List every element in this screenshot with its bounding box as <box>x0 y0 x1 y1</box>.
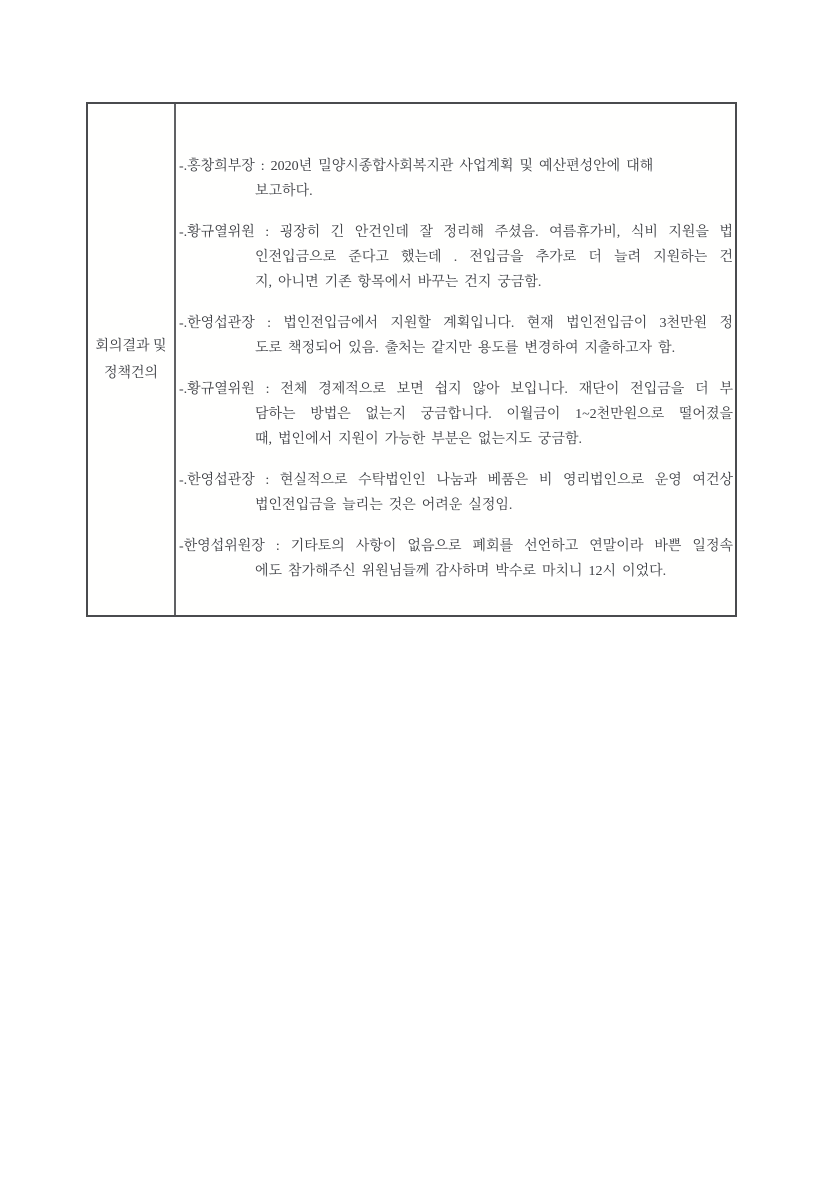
minute-line: -.황규열위원 : 전체 경제적으로 보면 쉽지 않아 보입니다. 재단이 전입금을 더 부 <box>179 382 733 397</box>
row-header-line-2: 정책건의 <box>103 365 159 381</box>
minute-paragraph <box>179 534 733 584</box>
minute-line: 법인전입금을 늘리는 것은 어려운 실정임. <box>255 498 513 513</box>
minute-line: 에도 참가해주신 위원님들께 감사하며 박수로 마치니 12시 이었다. <box>255 564 667 579</box>
minute-paragraph <box>179 377 733 452</box>
minute-line: 지, 아니면 기존 항목에서 바꾸는 건지 궁금함. <box>255 275 542 290</box>
minute-paragraph <box>179 220 733 295</box>
minute-line: 도로 책정되어 있음. 출처는 같지만 용도를 변경하여 지출하고자 함. <box>255 341 676 356</box>
minute-line: 인전입금으로 준다고 했는데 . 전입금을 추가로 더 늘려 지원하는 건 <box>255 250 733 265</box>
minute-line: -.한영섭관장 : 법인전입금에서 지원할 계획입니다. 현재 법인전입금이 3천만원 정 <box>179 316 733 331</box>
minute-line: -.황규열위원 : 굉장히 긴 안건인데 잘 정리해 주셨음. 여름휴가비, 식비 지원을 법 <box>179 225 733 240</box>
minute-paragraph <box>179 154 733 204</box>
minute-line: 담하는 방법은 없는지 궁금합니다. 이월금이 1~2천만원으로 떨어졌을 <box>255 407 733 422</box>
minute-line: -.한영섭관장 : 현실적으로 수탁법인인 나눔과 베품은 비 영리법인으로 운영 여건상 <box>179 473 733 488</box>
row-header-line-1: 회의결과 및 <box>95 338 167 354</box>
minutes-content-cell <box>176 104 735 615</box>
minute-line: -한영섭위원장 : 기타토의 사항이 없음으로 폐회를 선언하고 연말이라 바쁜 일정속 <box>179 539 733 554</box>
minute-line: 때, 법인에서 지원이 가능한 부분은 없는지도 궁금함. <box>255 432 583 447</box>
minute-line: -.홍창희부장 : 2020년 밀양시종합사회복지관 사업계획 및 예산편성안에 대해 <box>179 159 654 174</box>
minute-paragraph <box>179 311 733 361</box>
row-header-cell <box>88 104 176 615</box>
minute-line: 보고하다. <box>255 184 313 199</box>
minute-paragraph <box>179 468 733 518</box>
minutes-table <box>86 102 737 617</box>
